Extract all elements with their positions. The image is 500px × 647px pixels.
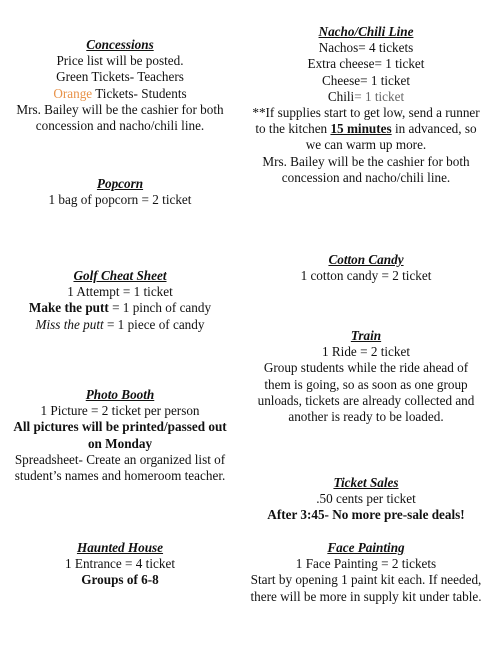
concessions-section	[6, 37, 234, 134]
golf-make-putt	[6, 300, 234, 316]
golf-attempt: 1 Attempt = 1 ticket	[67, 284, 173, 300]
chili-word: Chili	[327, 88, 355, 104]
nacho-note-a: **If supplies start to get low, send a runner to the kitchen	[252, 105, 480, 137]
face-painting-note: Start by opening 1 paint kit each. If needed, there will be more in supply kit under table.	[250, 572, 482, 604]
miss-putt-label: Miss the putt	[35, 316, 104, 332]
orange-tickets-rest: Tickets- Students	[92, 85, 187, 101]
concessions-cashier: Mrs. Bailey will be the cashier for both concession and nacho/chili line.	[16, 101, 224, 134]
nacho-cashier: Mrs. Bailey will be the cashier for both concession and nacho/chili line.	[262, 153, 470, 185]
popcorn-section	[6, 176, 234, 208]
train-ride: 1 Ride = 2 ticket	[321, 344, 410, 360]
nacho-note	[250, 105, 482, 154]
ticket-sales-section	[250, 475, 482, 524]
photo-booth-spreadsheet: Spreadsheet- Create an organized list of student’s names and homeroom teacher.	[14, 451, 226, 484]
train-title: Train	[350, 328, 382, 343]
golf-title: Golf Cheat Sheet	[73, 268, 167, 283]
haunted-house-groups: Groups of 6-8	[81, 572, 159, 588]
cotton-candy-section	[250, 252, 482, 284]
nacho-title: Nacho/Chili Line	[318, 24, 414, 39]
popcorn-price: 1 bag of popcorn = 2 ticket	[48, 192, 192, 208]
haunted-house-price: 1 Entrance = 4 ticket	[65, 556, 175, 572]
orange-word: Orange	[53, 85, 93, 101]
nacho-cheese: Cheese= 1 ticket	[322, 72, 410, 88]
concessions-price-list: Price list will be posted.	[56, 53, 184, 69]
ticket-sales-title: Ticket Sales	[333, 475, 399, 490]
concessions-green-tickets: Green Tickets- Teachers	[56, 69, 184, 85]
face-painting-title: Face Painting	[327, 540, 405, 555]
ticket-sales-cutoff: After 3:45- No more pre-sale deals!	[267, 507, 465, 523]
make-putt-rest: = 1 pinch of candy	[108, 300, 212, 316]
haunted-house-title: Haunted House	[76, 540, 164, 555]
nacho-chili	[250, 89, 482, 105]
face-painting-price: 1 Face Painting = 2 tickets	[295, 556, 437, 572]
make-putt-label: Make the putt	[28, 300, 109, 316]
golf-section	[6, 268, 234, 333]
train-note: Group students while the ride ahead of them is going, so as soon as one group unloads, tickets are already collected and another is ready to be loaded.	[257, 360, 475, 425]
photo-booth-price: 1 Picture = 2 ticket per person	[40, 403, 200, 419]
haunted-house-section	[6, 540, 234, 589]
photo-booth-title: Photo Booth	[85, 387, 155, 402]
miss-putt-rest: = 1 piece of candy	[103, 316, 205, 332]
chili-price: = 1 ticket	[354, 88, 405, 104]
concessions-orange-tickets	[6, 86, 234, 102]
cotton-candy-title: Cotton Candy	[328, 252, 404, 267]
golf-miss-putt	[6, 317, 234, 333]
photo-booth-section	[6, 387, 234, 484]
face-painting-section	[250, 540, 482, 605]
nacho-note-bold: 15 minutes	[330, 121, 392, 137]
photo-booth-printed: All pictures will be printed/passed out on Monday	[13, 419, 227, 451]
concessions-title: Concessions	[86, 37, 154, 52]
nacho-extra-cheese: Extra cheese= 1 ticket	[307, 56, 425, 72]
train-section	[250, 328, 482, 425]
cotton-candy-price: 1 cotton candy = 2 ticket	[300, 268, 432, 284]
ticket-sales-price: .50 cents per ticket	[316, 491, 416, 507]
nacho-note-b: in advanced, so we can warm up more.	[305, 121, 477, 153]
nacho-nachos: Nachos= 4 tickets	[318, 40, 414, 56]
popcorn-title: Popcorn	[96, 176, 144, 191]
nacho-section	[250, 24, 482, 186]
